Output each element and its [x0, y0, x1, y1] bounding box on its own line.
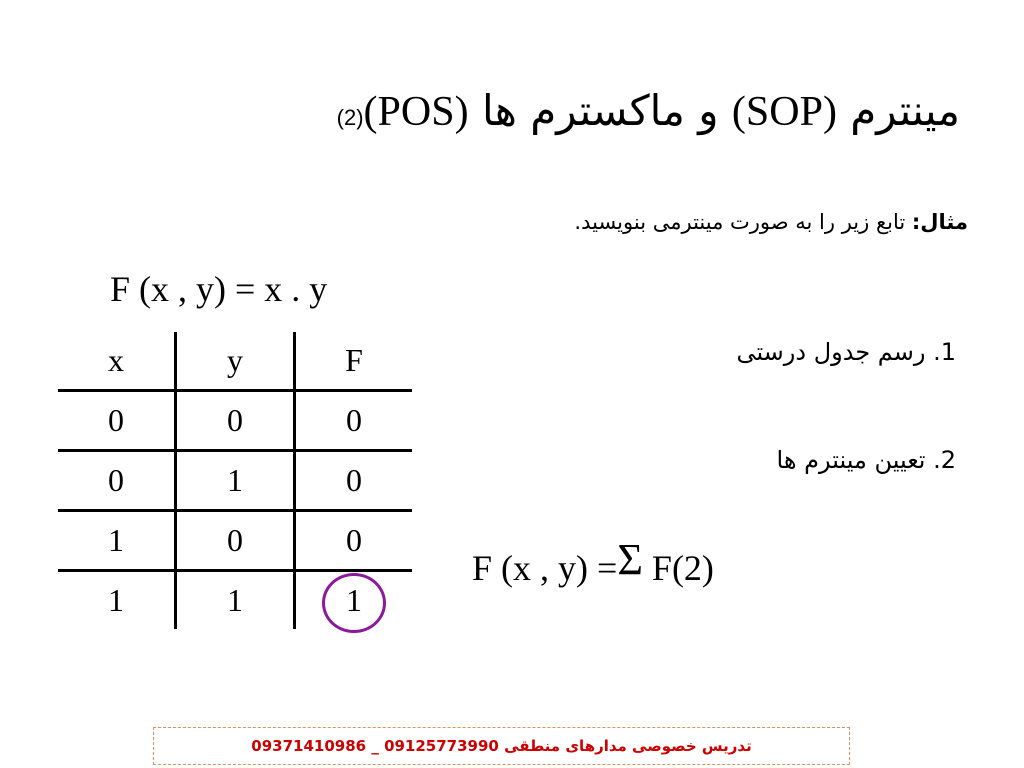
truth-table [58, 332, 412, 629]
cell-y: 1 [176, 451, 295, 511]
header-x: x [58, 332, 176, 391]
table-row [58, 511, 412, 571]
cell-x: 1 [58, 511, 176, 571]
result-lhs: F (x , y) = [472, 548, 618, 588]
minterm-highlight-circle [322, 573, 386, 633]
cell-x: 0 [58, 391, 176, 451]
title-number: (2) [336, 105, 364, 130]
title-part2: و ماکسترم ها [481, 86, 719, 135]
cell-x: 1 [58, 571, 176, 630]
example-label: مثال: [911, 210, 968, 234]
step-item: 2. تعیین مینترم ها [776, 446, 956, 474]
header-f: F [295, 332, 413, 391]
table-row [58, 451, 412, 511]
cell-y: 0 [176, 391, 295, 451]
title-part1: مینترم [850, 86, 960, 135]
table-row [58, 571, 412, 630]
cell-f: 0 [295, 451, 413, 511]
title-pos: (POS) [363, 89, 469, 135]
header-y: y [176, 332, 295, 391]
cell-f-minterm [295, 571, 413, 630]
sigma-symbol: Σ [617, 535, 643, 584]
cell-x: 0 [58, 451, 176, 511]
cell-y: 0 [176, 511, 295, 571]
example-text: تابع زیر را به صورت مینترمی بنویسید. [574, 210, 906, 234]
example-line [574, 210, 968, 234]
title-sop: (SOP) [731, 89, 837, 135]
steps-list [736, 338, 956, 554]
minterm-result [472, 535, 714, 591]
function-definition: F (x , y) = x . y [110, 269, 328, 309]
cell-f: 0 [295, 391, 413, 451]
cell-y: 1 [176, 571, 295, 630]
footer-banner: تدریس خصوصی مدارهای منطقی 09125773990 _ 09371410986 [153, 727, 850, 765]
table-header-row [58, 332, 412, 391]
slide-title [337, 86, 960, 136]
table-row [58, 391, 412, 451]
cell-f: 0 [295, 511, 413, 571]
step-item: 1. رسم جدول درستی [736, 338, 956, 366]
minterm-value: 1 [346, 582, 362, 618]
result-rhs: F(2) [642, 548, 714, 588]
